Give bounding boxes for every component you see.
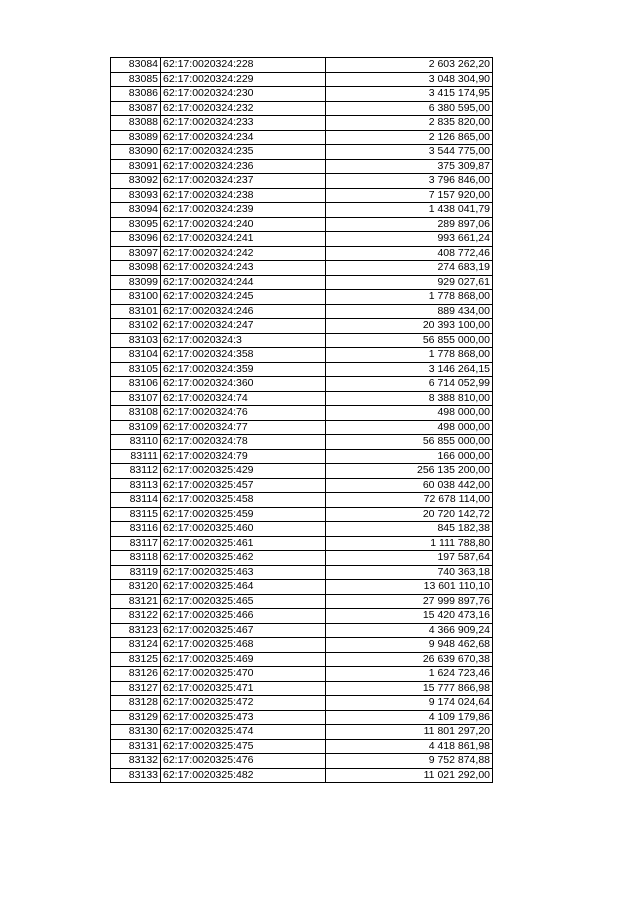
cadastral-value-cell: 9 948 462,68 [326,638,493,653]
cadastral-value-cell: 408 772,46 [326,246,493,261]
row-number-cell: 83111 [111,449,161,464]
table-row [111,580,493,595]
cadastral-value-cell: 1 111 788,80 [326,536,493,551]
cadastral-number-cell: 62:17:0020324:359 [161,362,326,377]
cadastral-value-cell: 6 714 052,99 [326,377,493,392]
table-row [111,493,493,508]
table-row [111,72,493,87]
cadastral-value-cell: 11 021 292,00 [326,768,493,783]
cadastral-number-cell: 62:17:0020324:234 [161,130,326,145]
cadastral-number-cell: 62:17:0020324:247 [161,319,326,334]
table-row [111,362,493,377]
cadastral-value-cell: 1 624 723,46 [326,667,493,682]
row-number-cell: 83126 [111,667,161,682]
cadastral-number-cell: 62:17:0020324:78 [161,435,326,450]
cadastral-number-cell: 62:17:0020325:471 [161,681,326,696]
row-number-cell: 83086 [111,87,161,102]
row-number-cell: 83123 [111,623,161,638]
table-row [111,449,493,464]
row-number-cell: 83115 [111,507,161,522]
cadastral-number-cell: 62:17:0020324:230 [161,87,326,102]
cadastral-value-cell: 993 661,24 [326,232,493,247]
row-number-cell: 83103 [111,333,161,348]
table-row [111,739,493,754]
cadastral-number-cell: 62:17:0020325:459 [161,507,326,522]
cadastral-value-cell: 256 135 200,00 [326,464,493,479]
table-body [111,58,493,783]
cadastral-value-cell: 7 157 920,00 [326,188,493,203]
table-row [111,710,493,725]
row-number-cell: 83091 [111,159,161,174]
cadastral-number-cell: 62:17:0020325:462 [161,551,326,566]
row-number-cell: 83100 [111,290,161,305]
row-number-cell: 83099 [111,275,161,290]
row-number-cell: 83102 [111,319,161,334]
table-row [111,145,493,160]
cadastral-number-cell: 62:17:0020324:233 [161,116,326,131]
table-row [111,348,493,363]
table-row [111,159,493,174]
row-number-cell: 83093 [111,188,161,203]
row-number-cell: 83132 [111,754,161,769]
table-row [111,203,493,218]
row-number-cell: 83125 [111,652,161,667]
row-number-cell: 83089 [111,130,161,145]
cadastral-number-cell: 62:17:0020325:429 [161,464,326,479]
cadastral-number-cell: 62:17:0020324:238 [161,188,326,203]
table-row [111,681,493,696]
cadastral-value-cell: 1 438 041,79 [326,203,493,218]
row-number-cell: 83107 [111,391,161,406]
cadastral-value-cell: 1 778 868,00 [326,290,493,305]
cadastral-number-cell: 62:17:0020324:243 [161,261,326,276]
cadastral-number-cell: 62:17:0020324:3 [161,333,326,348]
cadastral-number-cell: 62:17:0020324:241 [161,232,326,247]
table-row [111,377,493,392]
cadastral-value-cell: 2 603 262,20 [326,58,493,73]
cadastral-number-cell: 62:17:0020324:77 [161,420,326,435]
cadastral-value-cell: 15 777 866,98 [326,681,493,696]
cadastral-value-cell: 929 027,61 [326,275,493,290]
table-row [111,478,493,493]
table-row [111,58,493,73]
table-row [111,130,493,145]
table-row [111,174,493,189]
cadastral-number-cell: 62:17:0020324:246 [161,304,326,319]
cadastral-number-cell: 62:17:0020324:237 [161,174,326,189]
cadastral-value-cell: 3 415 174,95 [326,87,493,102]
cadastral-number-cell: 62:17:0020324:239 [161,203,326,218]
cadastral-value-cell: 3 146 264,15 [326,362,493,377]
cadastral-number-cell: 62:17:0020325:469 [161,652,326,667]
cadastral-number-cell: 62:17:0020325:463 [161,565,326,580]
table-row [111,754,493,769]
cadastral-value-cell: 60 038 442,00 [326,478,493,493]
cadastral-number-cell: 62:17:0020324:244 [161,275,326,290]
cadastral-number-cell: 62:17:0020324:76 [161,406,326,421]
cadastral-value-cell: 4 109 179,86 [326,710,493,725]
cadastral-number-cell: 62:17:0020325:472 [161,696,326,711]
row-number-cell: 83084 [111,58,161,73]
row-number-cell: 83114 [111,493,161,508]
cadastral-value-cell: 2 835 820,00 [326,116,493,131]
table-row [111,101,493,116]
table-row [111,290,493,305]
row-number-cell: 83104 [111,348,161,363]
table-row [111,217,493,232]
table-row [111,116,493,131]
cadastral-value-cell: 375 309,87 [326,159,493,174]
table-row [111,536,493,551]
table-row [111,696,493,711]
cadastral-value-cell: 889 434,00 [326,304,493,319]
cadastral-number-cell: 62:17:0020324:235 [161,145,326,160]
row-number-cell: 83127 [111,681,161,696]
table-row [111,333,493,348]
cadastral-number-cell: 62:17:0020324:228 [161,58,326,73]
row-number-cell: 83119 [111,565,161,580]
table-row [111,565,493,580]
cadastral-value-cell: 3 048 304,90 [326,72,493,87]
cadastral-number-cell: 62:17:0020325:465 [161,594,326,609]
row-number-cell: 83096 [111,232,161,247]
cadastral-number-cell: 62:17:0020325:467 [161,623,326,638]
row-number-cell: 83108 [111,406,161,421]
table-row [111,638,493,653]
cadastral-value-cell: 4 418 861,98 [326,739,493,754]
row-number-cell: 83105 [111,362,161,377]
cadastral-value-cell: 27 999 897,76 [326,594,493,609]
cadastral-value-cell: 15 420 473,16 [326,609,493,624]
cadastral-number-cell: 62:17:0020324:242 [161,246,326,261]
row-number-cell: 83121 [111,594,161,609]
table-row [111,275,493,290]
row-number-cell: 83117 [111,536,161,551]
cadastral-value-cell: 197 587,64 [326,551,493,566]
cadastral-number-cell: 62:17:0020324:240 [161,217,326,232]
cadastral-value-cell: 9 752 874,88 [326,754,493,769]
cadastral-value-cell: 740 363,18 [326,565,493,580]
row-number-cell: 83101 [111,304,161,319]
cadastral-number-cell: 62:17:0020325:475 [161,739,326,754]
row-number-cell: 83124 [111,638,161,653]
cadastral-value-cell: 11 801 297,20 [326,725,493,740]
cadastral-value-cell: 1 778 868,00 [326,348,493,363]
table-row [111,319,493,334]
row-number-cell: 83088 [111,116,161,131]
table-row [111,768,493,783]
cadastral-number-cell: 62:17:0020325:464 [161,580,326,595]
cadastral-number-cell: 62:17:0020324:74 [161,391,326,406]
cadastral-value-cell: 498 000,00 [326,420,493,435]
row-number-cell: 83109 [111,420,161,435]
table-row [111,725,493,740]
row-number-cell: 83116 [111,522,161,537]
row-number-cell: 83090 [111,145,161,160]
cadastral-value-cell: 26 639 670,38 [326,652,493,667]
cadastral-value-cell: 166 000,00 [326,449,493,464]
cadastral-value-cell: 8 388 810,00 [326,391,493,406]
cadastral-value-cell: 3 796 846,00 [326,174,493,189]
cadastral-value-cell: 72 678 114,00 [326,493,493,508]
cadastral-number-cell: 62:17:0020325:466 [161,609,326,624]
table-row [111,420,493,435]
cadastral-number-cell: 62:17:0020325:470 [161,667,326,682]
cadastral-value-table [110,57,493,783]
row-number-cell: 83094 [111,203,161,218]
row-number-cell: 83130 [111,725,161,740]
row-number-cell: 83128 [111,696,161,711]
cadastral-value-cell: 3 544 775,00 [326,145,493,160]
row-number-cell: 83097 [111,246,161,261]
cadastral-value-cell: 56 855 000,00 [326,333,493,348]
table-row [111,261,493,276]
table-row [111,667,493,682]
cadastral-number-cell: 62:17:0020324:79 [161,449,326,464]
table-row [111,304,493,319]
table-row [111,464,493,479]
table-row [111,623,493,638]
cadastral-number-cell: 62:17:0020324:360 [161,377,326,392]
row-number-cell: 83113 [111,478,161,493]
table-row [111,246,493,261]
cadastral-value-cell: 20 720 142,72 [326,507,493,522]
cadastral-value-cell: 845 182,38 [326,522,493,537]
row-number-cell: 83087 [111,101,161,116]
cadastral-value-cell: 2 126 865,00 [326,130,493,145]
cadastral-number-cell: 62:17:0020325:458 [161,493,326,508]
table-row [111,551,493,566]
cadastral-number-cell: 62:17:0020324:236 [161,159,326,174]
cadastral-number-cell: 62:17:0020325:474 [161,725,326,740]
table-row [111,652,493,667]
table-row [111,594,493,609]
row-number-cell: 83106 [111,377,161,392]
cadastral-value-cell: 4 366 909,24 [326,623,493,638]
table-row [111,188,493,203]
row-number-cell: 83129 [111,710,161,725]
cadastral-number-cell: 62:17:0020325:468 [161,638,326,653]
cadastral-value-cell: 9 174 024,64 [326,696,493,711]
cadastral-number-cell: 62:17:0020325:473 [161,710,326,725]
table-row [111,609,493,624]
cadastral-number-cell: 62:17:0020325:457 [161,478,326,493]
row-number-cell: 83092 [111,174,161,189]
row-number-cell: 83085 [111,72,161,87]
cadastral-value-cell: 56 855 000,00 [326,435,493,450]
row-number-cell: 83095 [111,217,161,232]
cadastral-value-cell: 20 393 100,00 [326,319,493,334]
row-number-cell: 83112 [111,464,161,479]
row-number-cell: 83098 [111,261,161,276]
cadastral-number-cell: 62:17:0020324:245 [161,290,326,305]
cadastral-number-cell: 62:17:0020325:460 [161,522,326,537]
table-row [111,391,493,406]
cadastral-number-cell: 62:17:0020324:358 [161,348,326,363]
cadastral-number-cell: 62:17:0020325:461 [161,536,326,551]
table-row [111,232,493,247]
cadastral-number-cell: 62:17:0020325:482 [161,768,326,783]
table-row [111,87,493,102]
row-number-cell: 83122 [111,609,161,624]
cadastral-value-cell: 274 683,19 [326,261,493,276]
row-number-cell: 83120 [111,580,161,595]
cadastral-value-cell: 6 380 595,00 [326,101,493,116]
row-number-cell: 83118 [111,551,161,566]
table-row [111,435,493,450]
table-row [111,406,493,421]
row-number-cell: 83131 [111,739,161,754]
cadastral-value-cell: 289 897,06 [326,217,493,232]
table-row [111,507,493,522]
row-number-cell: 83110 [111,435,161,450]
cadastral-value-cell: 13 601 110,10 [326,580,493,595]
cadastral-number-cell: 62:17:0020325:476 [161,754,326,769]
cadastral-value-cell: 498 000,00 [326,406,493,421]
row-number-cell: 83133 [111,768,161,783]
cadastral-number-cell: 62:17:0020324:232 [161,101,326,116]
table-row [111,522,493,537]
cadastral-number-cell: 62:17:0020324:229 [161,72,326,87]
